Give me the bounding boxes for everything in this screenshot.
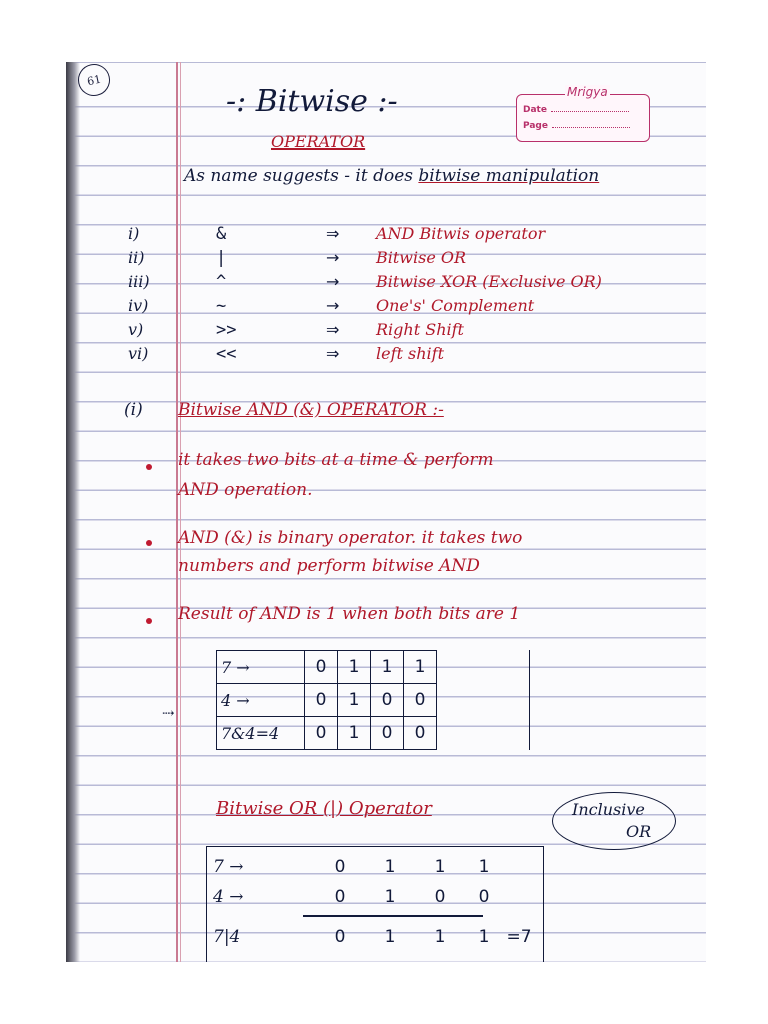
intro-prefix: As name suggests - it does xyxy=(184,166,413,186)
intro-highlight: bitwise manipulation xyxy=(418,166,600,186)
row-label: 4 → xyxy=(217,684,305,717)
row-label: 7&4=4 xyxy=(217,717,305,750)
table-row xyxy=(217,651,530,684)
page-subtitle: OPERATOR xyxy=(271,132,366,151)
bit-cell: 0 xyxy=(371,684,404,717)
bit-cell: 0 xyxy=(434,887,446,907)
bullet-text: it takes two bits at a time & perform xyxy=(178,450,494,470)
operator-row xyxy=(128,296,698,320)
bullet-text: numbers and perform bitwise AND xyxy=(178,556,480,576)
bullet-dot xyxy=(146,618,152,624)
arrow-glyph: ⇒ xyxy=(326,224,340,243)
bit-cell: 0 xyxy=(334,887,346,907)
operator-symbol: & xyxy=(216,224,227,244)
bit-cell: 0 xyxy=(305,684,338,717)
arrow-glyph: → xyxy=(326,296,340,315)
operator-desc: Bitwise XOR (Exclusive OR) xyxy=(376,272,602,291)
result-value: =7 xyxy=(506,927,532,947)
bit-cell: 1 xyxy=(478,927,490,947)
arrow-glyph: → xyxy=(326,248,340,267)
operator-desc: left shift xyxy=(376,344,445,363)
bit-cell: 0 xyxy=(404,717,437,750)
bit-cell: 1 xyxy=(434,857,446,877)
inclusive-note-line2: OR xyxy=(626,822,652,841)
operator-index: v) xyxy=(128,320,144,339)
arrow-glyph: ⇒ xyxy=(326,344,340,363)
bullet-dot xyxy=(146,464,152,470)
page-number-circle: 61 xyxy=(75,62,113,99)
bit-cell: 0 xyxy=(334,927,346,947)
bit-cell: 1 xyxy=(404,651,437,684)
page-title: -: Bitwise :- xyxy=(226,84,398,119)
operator-desc: Right Shift xyxy=(376,320,464,339)
table-row xyxy=(213,857,533,881)
sum-line xyxy=(303,915,483,917)
margin-line xyxy=(176,62,178,962)
bit-cell: 0 xyxy=(305,651,338,684)
bit-cell: 0 xyxy=(478,887,490,907)
operator-index: vi) xyxy=(128,344,149,363)
operator-index: iii) xyxy=(128,272,150,291)
table-row xyxy=(217,684,530,717)
operator-desc: One's' Complement xyxy=(376,296,535,315)
section-heading-or: Bitwise OR (|) Operator xyxy=(216,798,432,819)
bit-cell: 0 xyxy=(404,684,437,717)
operator-row xyxy=(128,344,698,368)
stamp-date-field: Date xyxy=(523,105,629,115)
bit-cell: 1 xyxy=(478,857,490,877)
bit-cell: 1 xyxy=(338,651,371,684)
notebook-page xyxy=(66,62,706,962)
operator-symbol: >> xyxy=(216,320,237,340)
operator-desc: AND Bitwis operator xyxy=(376,224,546,243)
bit-cell: 0 xyxy=(305,717,338,750)
empty-cell xyxy=(437,684,530,717)
operator-symbol: | xyxy=(216,248,227,268)
bullet-dot xyxy=(146,540,152,546)
bit-cell: 1 xyxy=(371,651,404,684)
operator-index: iv) xyxy=(128,296,149,315)
intro-line xyxy=(184,166,599,186)
section-index-and: (i) xyxy=(124,400,143,420)
table-row xyxy=(217,717,530,750)
arrow-glyph: → xyxy=(326,272,340,291)
bullet-text: AND (&) is binary operator. it takes two xyxy=(178,528,523,548)
arrow-glyph: ⇒ xyxy=(326,320,340,339)
bit-cell: 1 xyxy=(384,887,396,907)
table-row xyxy=(213,927,543,951)
section-heading-and: Bitwise AND (&) OPERATOR :- xyxy=(178,400,444,420)
stamp-brand: Mrigya xyxy=(567,85,608,99)
operator-row xyxy=(128,320,698,344)
stamp-page-field: Page xyxy=(523,121,630,131)
bullet-text: Result of AND is 1 when both bits are 1 xyxy=(178,604,521,624)
and-truth-table xyxy=(216,650,530,750)
bit-cell: 1 xyxy=(384,927,396,947)
operator-index: i) xyxy=(128,224,140,243)
bit-cell: 1 xyxy=(434,927,446,947)
bullet-text: AND operation. xyxy=(178,480,313,500)
bit-cell: 0 xyxy=(334,857,346,877)
row-label: 7 → xyxy=(217,651,305,684)
bit-cell: 0 xyxy=(371,717,404,750)
table-row xyxy=(213,887,533,911)
bit-cell: 1 xyxy=(338,717,371,750)
empty-cell xyxy=(437,717,530,750)
operator-row xyxy=(128,224,698,248)
bit-cell: 1 xyxy=(338,684,371,717)
margin-line-inner xyxy=(180,62,181,962)
operator-row xyxy=(128,272,698,296)
or-truth-table xyxy=(206,846,544,962)
arrow-mark: ⇢ xyxy=(162,704,175,722)
operator-desc: Bitwise OR xyxy=(376,248,467,267)
row-label: 4 → xyxy=(213,887,244,907)
bit-cell: 1 xyxy=(384,857,396,877)
operator-symbol: ^ xyxy=(216,272,227,292)
operator-index: ii) xyxy=(128,248,145,267)
operator-symbol: ~ xyxy=(216,296,227,316)
empty-cell xyxy=(437,651,530,684)
operator-row xyxy=(128,248,698,272)
row-label: 7 → xyxy=(213,857,244,877)
operator-symbol: << xyxy=(216,344,237,364)
inclusive-note-line1: Inclusive xyxy=(572,800,645,819)
row-label: 7|4 xyxy=(213,927,241,947)
date-page-stamp xyxy=(516,85,650,142)
